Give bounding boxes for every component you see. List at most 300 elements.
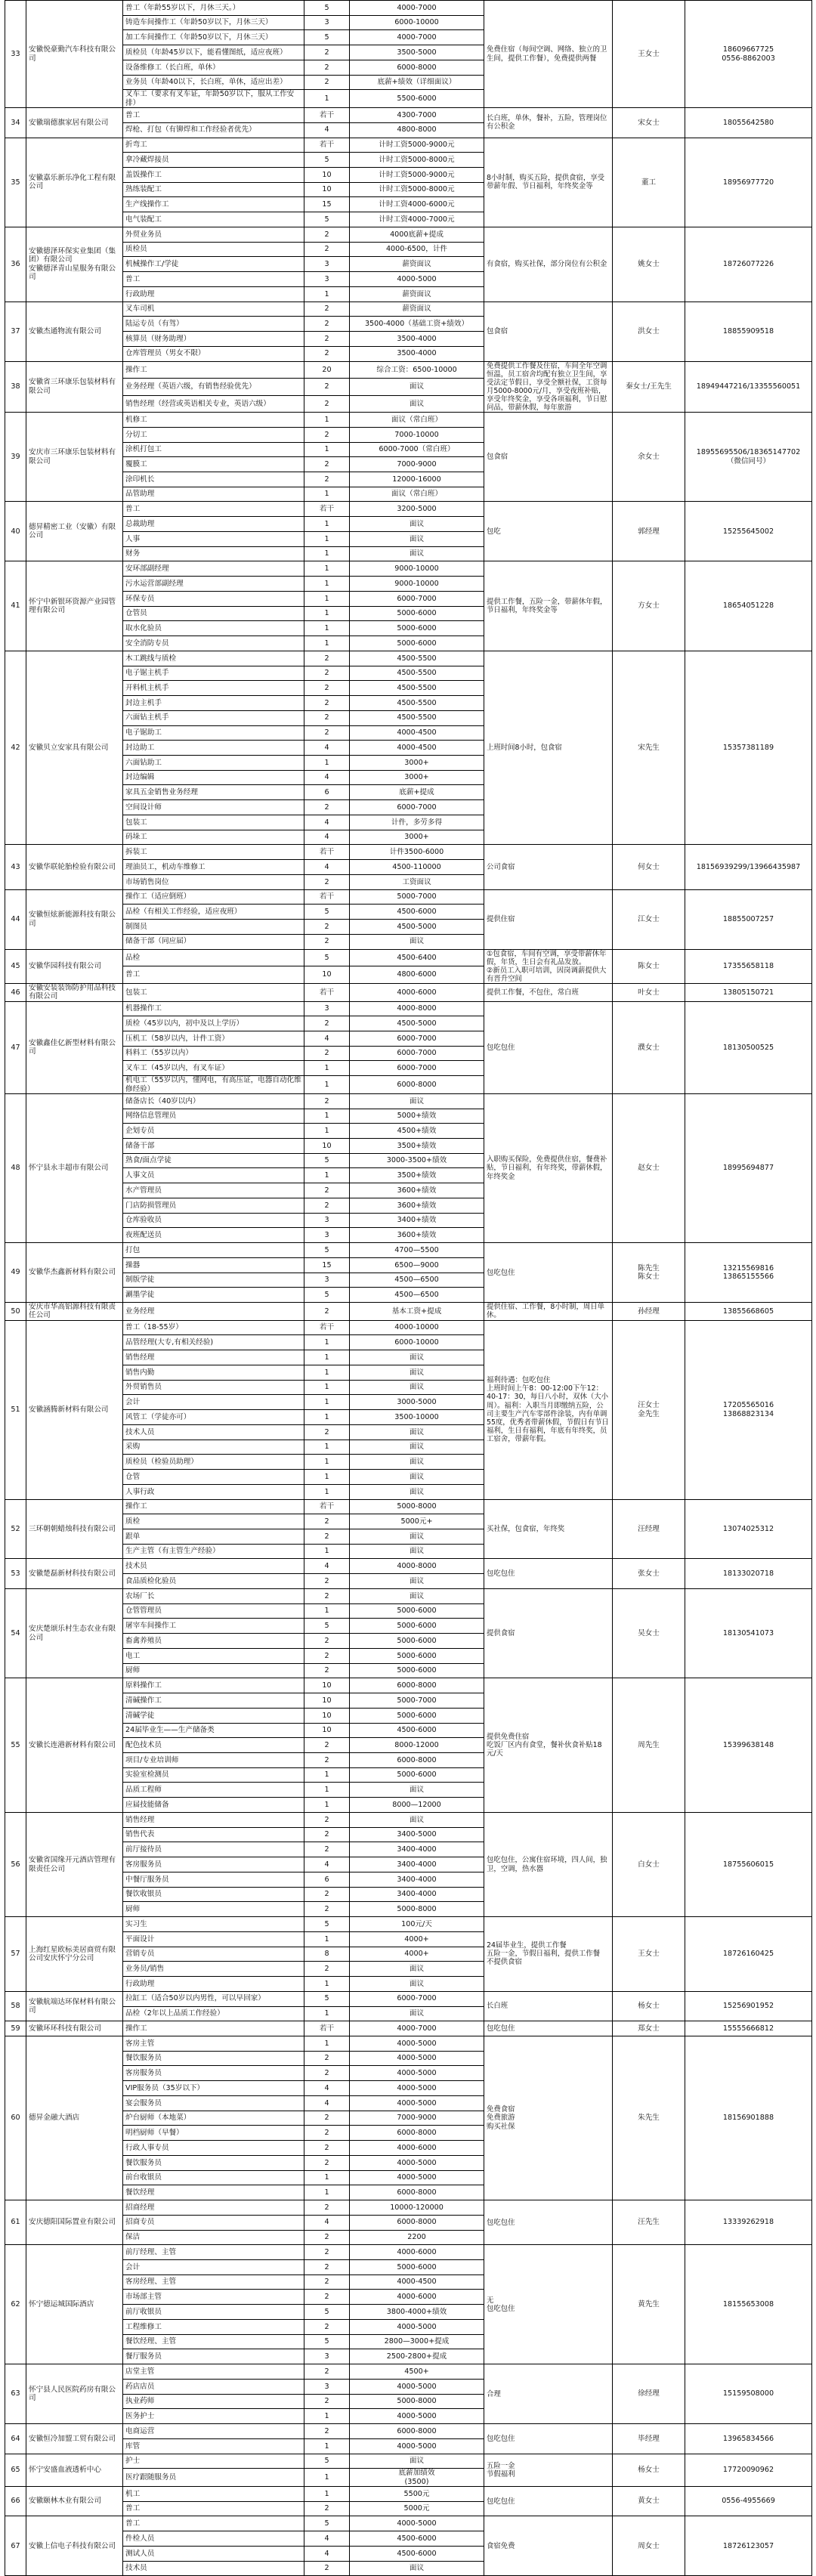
job-position: 人事文员 — [123, 1168, 304, 1183]
job-position: 原料操作工 — [123, 1678, 304, 1693]
company-name: 安徽恒冷加盟工贸有限公司 — [26, 2424, 123, 2454]
job-position: 工程维修工 — [123, 2319, 304, 2334]
job-position: 品质工程师 — [123, 1783, 304, 1798]
job-headcount: 2 — [304, 1812, 350, 1827]
table-row — [5, 1499, 812, 1514]
job-position: 客房经理、主管 — [123, 2274, 304, 2290]
job-position: 开料机主机手 — [123, 681, 304, 696]
job-headcount: 5 — [304, 2516, 350, 2531]
job-headcount: 2 — [304, 242, 350, 257]
company-number: 51 — [5, 1320, 26, 1499]
job-headcount: 若干 — [304, 983, 350, 1001]
job-salary: 计时工资5000-9000元 — [350, 167, 484, 182]
job-position: 机电工（55岁以内，懂网电，有高压证，电器自动化维修经验） — [123, 1076, 304, 1094]
job-position: 业务员（年龄40以下，长白班，单休，适应出差） — [123, 75, 304, 90]
job-salary: 4700—5500 — [350, 1243, 484, 1258]
job-position: 件检人员 — [123, 2531, 304, 2547]
job-salary: 3600+绩效 — [350, 1198, 484, 1213]
job-salary: 4000-4500 — [350, 2274, 484, 2290]
job-headcount: 2 — [304, 800, 350, 815]
job-headcount: 20 — [304, 361, 350, 379]
job-headcount: 2 — [304, 302, 350, 317]
company-number: 43 — [5, 845, 26, 889]
job-headcount: 1 — [304, 591, 350, 606]
table-row — [5, 2454, 812, 2469]
job-position: 安环部副经理 — [123, 561, 304, 577]
job-position: 家具五金销售业务经理 — [123, 785, 304, 800]
job-salary: 4000-5000 — [350, 2438, 484, 2454]
job-position: 安全消防专员 — [123, 636, 304, 651]
job-salary: 4500-5500 — [350, 696, 484, 711]
job-headcount: 1 — [304, 2438, 350, 2454]
job-headcount: 2 — [304, 427, 350, 442]
company-contact: 张女士 — [613, 1559, 685, 1588]
job-salary: 2200 — [350, 2230, 484, 2245]
job-headcount: 8 — [304, 1947, 350, 1962]
job-salary: 4000-7000 — [350, 2021, 484, 2036]
company-name: 安庆市华高铝源科技有限责任公司 — [26, 1303, 123, 1321]
job-salary: 5000-6000 — [350, 1767, 484, 1783]
job-headcount: 5 — [304, 1153, 350, 1168]
job-position: 行政人事专员 — [123, 2141, 304, 2156]
company-phone: 18133020718 — [685, 1559, 812, 1588]
job-salary: 底薪加绩效 (3500) — [350, 2469, 484, 2487]
job-salary: 6000-10000 — [350, 15, 484, 30]
job-salary: 7000-9000 — [350, 457, 484, 472]
job-headcount: 2 — [304, 332, 350, 347]
job-headcount: 1 — [304, 2469, 350, 2487]
job-salary: 面议 — [350, 1455, 484, 1470]
job-headcount: 1 — [304, 517, 350, 532]
job-salary: 计件3500-6000 — [350, 845, 484, 860]
job-position: 封边主机手 — [123, 696, 304, 711]
company-name: 怀宁中新银环资源产业园管理有限公司 — [26, 561, 123, 651]
table-row — [5, 949, 812, 966]
job-headcount: 1 — [304, 1455, 350, 1470]
job-headcount: 5 — [304, 2334, 350, 2349]
job-position: 分切工 — [123, 427, 304, 442]
job-salary: 3500+绩效 — [350, 1168, 484, 1183]
company-phone: 18055642580 — [685, 108, 812, 138]
company-contact: 白女士 — [613, 1812, 685, 1916]
job-salary: 4000-6000 — [350, 983, 484, 1001]
job-headcount: 1 — [304, 1350, 350, 1365]
company-contact: 黄女士 — [613, 2486, 685, 2516]
job-position: 市场销售岗位 — [123, 874, 304, 889]
job-position: 压机工（58岁以内，计件工资） — [123, 1031, 304, 1046]
job-headcount: 1 — [304, 1767, 350, 1783]
job-headcount: 2 — [304, 2274, 350, 2290]
company-welfare: 包吃包住 — [484, 2200, 613, 2245]
job-position: 网络信息管理员 — [123, 1109, 304, 1124]
company-phone: 13074025312 — [685, 1499, 812, 1559]
company-welfare: 包吃包住 — [484, 1243, 613, 1303]
job-salary: 面议 — [350, 1783, 484, 1798]
company-name: 安徽杰通物流有限公司 — [26, 302, 123, 361]
company-phone: 15159508000 — [685, 2364, 812, 2424]
job-salary: 面议 — [350, 1350, 484, 1365]
job-headcount: 2 — [304, 725, 350, 741]
job-position: 业务经理 — [123, 1303, 304, 1321]
job-position: 涮墨学徒 — [123, 1288, 304, 1303]
company-number: 46 — [5, 983, 26, 1001]
job-salary: 6000-10000 — [350, 1335, 484, 1350]
job-salary: 4500—6500 — [350, 1288, 484, 1303]
job-headcount: 1 — [304, 546, 350, 561]
table-row — [5, 845, 812, 860]
job-salary: 5000-8000 — [350, 1902, 484, 1917]
company-number: 50 — [5, 1303, 26, 1321]
job-headcount: 若干 — [304, 1499, 350, 1514]
company-welfare: 提供工作餐，不包住，常白班 — [484, 983, 613, 1001]
job-position: 品管助理 — [123, 487, 304, 502]
company-phone: 18155653008 — [685, 2245, 812, 2364]
company-welfare: 包吃包住 — [484, 2424, 613, 2454]
job-headcount: 4 — [304, 830, 350, 845]
table-row — [5, 302, 812, 317]
job-position: 取水化验员 — [123, 621, 304, 636]
company-name: 安徽安装装饰防护用品科技有限公司 — [26, 983, 123, 1001]
company-contact: 洪女士 — [613, 302, 685, 361]
company-welfare: 包吃包住 — [484, 2486, 613, 2516]
company-name: 怀宁县永丰超市有限公司 — [26, 1093, 123, 1242]
job-position: 核算员（财务助理） — [123, 332, 304, 347]
job-position: 叉车工（45岁以内，有叉车证） — [123, 1061, 304, 1076]
job-headcount: 1 — [304, 2036, 350, 2051]
job-position: 会计 — [123, 2259, 304, 2274]
job-salary: 4500-5500 — [350, 666, 484, 681]
job-position: 清碱操作工 — [123, 1693, 304, 1709]
job-position: 客房服务员 — [123, 2066, 304, 2081]
company-phone: 18609667725 0556-8862003 — [685, 1, 812, 108]
table-row — [5, 2021, 812, 2036]
job-position: 外贸业务员 — [123, 227, 304, 242]
job-headcount: 1 — [304, 1168, 350, 1183]
company-name: 安徽华杰鑫新材料有限公司 — [26, 1243, 123, 1303]
job-position: 技术人员 — [123, 1424, 304, 1440]
company-contact: 汪先生 — [613, 2200, 685, 2245]
job-position: 生产主管（有主管生产经验） — [123, 1544, 304, 1559]
job-position: 仓管员 — [123, 606, 304, 621]
job-salary: 6000-8000 — [350, 2215, 484, 2230]
job-position: 厨师 — [123, 1663, 304, 1678]
job-headcount: 2 — [304, 75, 350, 90]
company-number: 49 — [5, 1243, 26, 1303]
job-headcount: 2 — [304, 346, 350, 361]
job-position: 宴会服务员 — [123, 2095, 304, 2111]
job-position: 水产管理员 — [123, 1183, 304, 1198]
company-number: 61 — [5, 2200, 26, 2245]
job-salary: 4500-6000 — [350, 2546, 484, 2561]
job-headcount: 10 — [304, 182, 350, 197]
job-headcount: 2 — [304, 2245, 350, 2260]
company-contact: 朱先生 — [613, 2036, 685, 2200]
job-headcount: 3 — [304, 1213, 350, 1228]
job-position: 清碱学徒 — [123, 1708, 304, 1723]
job-salary: 底薪+绩效（详细面议） — [350, 75, 484, 90]
job-salary: 6000-8000 — [350, 2185, 484, 2200]
job-headcount: 1 — [304, 1335, 350, 1350]
job-position: 保洁 — [123, 2230, 304, 2245]
company-welfare: 提供住宿 — [484, 889, 613, 949]
job-salary: 4000-5000 — [350, 2319, 484, 2334]
company-phone: 18755606015 — [685, 1812, 812, 1916]
job-position: 电气装配工 — [123, 212, 304, 227]
job-salary: 4800-8000 — [350, 122, 484, 138]
job-headcount: 2 — [304, 2111, 350, 2126]
job-salary: 7000-9000 — [350, 2111, 484, 2126]
job-position: 市场部主管 — [123, 2290, 304, 2305]
job-salary: 5000-6000 — [350, 1708, 484, 1723]
job-position: 六面钻助工 — [123, 755, 304, 770]
job-position: 企划专员 — [123, 1124, 304, 1139]
job-headcount: 1 — [304, 1124, 350, 1139]
job-position: 项目/专业培训师 — [123, 1753, 304, 1768]
job-position: 涂印机长 — [123, 472, 304, 487]
job-salary: 面议 — [350, 1574, 484, 1589]
company-welfare: 入职购买保险，免费提供住宿，餐费补贴，节日福利，有年终奖，带薪休假，年终奖金 — [484, 1093, 613, 1242]
company-welfare: 免费食宿 免费旅游 购买社保 — [484, 2036, 613, 2200]
company-phone: 18855909518 — [685, 302, 812, 361]
job-headcount: 2 — [304, 1648, 350, 1663]
job-salary: 面议 — [350, 1470, 484, 1485]
company-number: 48 — [5, 1093, 26, 1242]
job-salary: 面议 — [350, 1093, 484, 1109]
job-position: 执业药师 — [123, 2394, 304, 2409]
company-number: 62 — [5, 2245, 26, 2364]
job-headcount: 5 — [304, 2305, 350, 2320]
job-position: 食品质检化验员 — [123, 1574, 304, 1589]
job-salary: 3800-4000+绩效 — [350, 2305, 484, 2320]
job-position: 前厅收银员 — [123, 2305, 304, 2320]
job-headcount: 2 — [304, 710, 350, 725]
job-headcount: 15 — [304, 197, 350, 212]
job-position: 普工 — [123, 272, 304, 287]
job-position: 业务经理（英语六级，有销售经验优先） — [123, 379, 304, 396]
job-salary: 9000-10000 — [350, 561, 484, 577]
job-salary: 4500+绩效 — [350, 1124, 484, 1139]
job-salary: 7000-10000 — [350, 427, 484, 442]
job-headcount: 3 — [304, 272, 350, 287]
job-headcount: 1 — [304, 1365, 350, 1380]
company-phone: 15555666812 — [685, 2021, 812, 2036]
company-welfare: 买社保，包食宿，年终奖 — [484, 1499, 613, 1559]
job-salary: 5000-8000 — [350, 1499, 484, 1514]
company-number: 60 — [5, 2036, 26, 2200]
job-position: 空间设计师 — [123, 800, 304, 815]
company-welfare: 包吃包住 — [484, 1559, 613, 1588]
job-headcount: 1 — [304, 1061, 350, 1076]
job-position: 制版学徒 — [123, 1273, 304, 1288]
job-headcount: 2 — [304, 651, 350, 666]
job-salary: 面议 — [350, 2454, 484, 2469]
company-welfare: 合理 — [484, 2364, 613, 2424]
company-contact: 江女士 — [613, 889, 685, 949]
job-headcount: 3 — [304, 1001, 350, 1016]
job-position: 生产线操作工 — [123, 197, 304, 212]
recruitment-table — [5, 0, 812, 2576]
company-welfare: 包吃 — [484, 502, 613, 561]
job-salary: 4500-5500 — [350, 681, 484, 696]
job-position: 盖饭操作工 — [123, 167, 304, 182]
table-row — [5, 502, 812, 517]
job-headcount: 1 — [304, 561, 350, 577]
job-salary: 面议 — [350, 1588, 484, 1603]
company-contact: 濮女士 — [613, 1001, 685, 1093]
job-headcount: 10 — [304, 1139, 350, 1154]
job-salary: 3400-5000 — [350, 1827, 484, 1842]
job-position: 药店店员 — [123, 2379, 304, 2394]
job-headcount: 2 — [304, 1842, 350, 1857]
job-position: 前台收银员 — [123, 2170, 304, 2185]
job-position: 行政助理 — [123, 1977, 304, 1992]
company-name: 安徽德泽环保实业集团（集团）有限公司 安徽德泽青山星服务有限公司 — [26, 227, 123, 302]
company-phone: 13215569816 13865155566 — [685, 1243, 812, 1303]
company-contact: 汪女士 金先生 — [613, 1320, 685, 1499]
table-row — [5, 1001, 812, 1016]
company-phone: 18855007257 — [685, 889, 812, 949]
job-position: 技术员 — [123, 2561, 304, 2576]
job-headcount: 1 — [304, 2006, 350, 2021]
company-name: 安徽恒炫新能源科技有限公司 — [26, 889, 123, 949]
job-position: 普工 — [123, 2501, 304, 2516]
job-salary: 5000-6000 — [350, 1619, 484, 1634]
job-headcount: 10 — [304, 1723, 350, 1738]
job-headcount: 2 — [304, 1887, 350, 1902]
job-position: 电商运营 — [123, 2424, 304, 2439]
job-salary: 3000+ — [350, 770, 484, 785]
job-position: 拆装工 — [123, 845, 304, 860]
job-headcount: 1 — [304, 487, 350, 502]
job-salary: 计时工资5000-9000元 — [350, 138, 484, 153]
job-salary: 3000+ — [350, 830, 484, 845]
job-salary: 面议（常白班） — [350, 487, 484, 502]
job-headcount: 5 — [304, 1917, 350, 1932]
job-position: 料料工（55岁以内） — [123, 1046, 304, 1061]
company-welfare: 长白班，单休，餐补，五险，管理岗位有公积金 — [484, 108, 613, 138]
job-headcount: 15 — [304, 1257, 350, 1273]
job-headcount: 1 — [304, 2486, 350, 2501]
job-position: 制图员 — [123, 920, 304, 935]
job-salary: 计时工资5000-8000元 — [350, 182, 484, 197]
job-salary: 4800-6000 — [350, 966, 484, 984]
job-headcount: 1 — [304, 1109, 350, 1124]
company-name: 安庆楚颂乐村生态农业有限公司 — [26, 1588, 123, 1678]
job-position: 普工（18-55岁） — [123, 1320, 304, 1335]
company-welfare: 免费住宿（每间空调、网络、独立的卫生间，提供工作餐），免费提供两餐 — [484, 1, 613, 108]
table-row — [5, 1093, 812, 1109]
company-number: 39 — [5, 413, 26, 502]
job-salary: 4500-6000 — [350, 1723, 484, 1738]
job-position: 质检员（检验员助理） — [123, 1455, 304, 1470]
job-headcount: 10 — [304, 1693, 350, 1709]
job-position: 应届技能储备 — [123, 1798, 304, 1813]
job-salary: 面议 — [350, 395, 484, 413]
company-number: 56 — [5, 1812, 26, 1916]
company-welfare: 24届毕业生，提供工作餐 五险一金，节假日福利，提供工作餐 不提供食宿 — [484, 1917, 613, 1992]
job-headcount: 2 — [304, 696, 350, 711]
job-headcount: 2 — [304, 395, 350, 413]
job-headcount: 2 — [304, 1183, 350, 1198]
job-headcount: 4 — [304, 122, 350, 138]
job-salary: 5000-6000 — [350, 606, 484, 621]
company-phone: 15256901952 — [685, 1991, 812, 2021]
job-headcount: 10 — [304, 167, 350, 182]
job-salary: 3500-4000 — [350, 346, 484, 361]
company-welfare: 食宿免费 — [484, 2516, 613, 2576]
company-number: 35 — [5, 138, 26, 227]
job-salary: 3400-4000 — [350, 1857, 484, 1872]
job-salary: 面议 — [350, 1977, 484, 1992]
company-contact: 叶女士 — [613, 983, 685, 1001]
company-name: 安庆市三环康乐包装材料有限公司 — [26, 413, 123, 502]
company-welfare: 上班时间8小时，包食宿 — [484, 651, 613, 845]
job-headcount: 4 — [304, 860, 350, 875]
company-name: 安徽上信电子科技有限公司 — [26, 2516, 123, 2576]
job-salary: 3500-5000 — [350, 45, 484, 60]
company-phone: 18955695506/18365147702 （微信同号） — [685, 413, 812, 502]
table-row — [5, 1812, 812, 1827]
company-welfare: 公司食宿 — [484, 845, 613, 889]
job-position: 仓管 — [123, 1470, 304, 1485]
job-position: VIP服务员（35岁以下） — [123, 2081, 304, 2096]
job-salary: 10000-120000 — [350, 2200, 484, 2216]
job-salary: 12000-16000 — [350, 472, 484, 487]
table-row — [5, 361, 812, 379]
job-position: 仓库管理员（男女不限） — [123, 346, 304, 361]
company-welfare: 包食宿 — [484, 413, 613, 502]
company-number: 53 — [5, 1559, 26, 1588]
job-position: 厨师 — [123, 1902, 304, 1917]
job-headcount: 2 — [304, 2319, 350, 2334]
job-salary: 综合工资：6500-10000 — [350, 361, 484, 379]
company-number: 64 — [5, 2424, 26, 2454]
job-position: 木工跳线与质检 — [123, 651, 304, 666]
company-number: 38 — [5, 361, 26, 413]
company-welfare: 8小时制，购买五险，提供食宿，享受带薪年假、节日福利，年终奖金等 — [484, 138, 613, 227]
job-position: 招商经理 — [123, 2200, 304, 2216]
job-position: 仓管管理员 — [123, 1603, 304, 1619]
job-headcount: 10 — [304, 1678, 350, 1693]
job-salary: 4000-7000 — [350, 1, 484, 16]
job-position: 封边助工 — [123, 741, 304, 756]
job-headcount: 2 — [304, 2394, 350, 2409]
job-position: 炉台厨师（本地菜） — [123, 2111, 304, 2126]
job-headcount: 10 — [304, 966, 350, 984]
job-headcount: 5 — [304, 30, 350, 45]
job-salary: 6500—9000 — [350, 1257, 484, 1273]
job-headcount: 2 — [304, 1753, 350, 1768]
table-row — [5, 983, 812, 1001]
company-contact: 宋女士 — [613, 108, 685, 138]
job-position: 折弯工 — [123, 138, 304, 153]
company-contact: 董工 — [613, 138, 685, 227]
company-number: 52 — [5, 1499, 26, 1559]
company-name: 安徽嘉乐新乐净化工程有限公司 — [26, 138, 123, 227]
job-position: 铸造车间操作工（年龄50岁以下，月休三天） — [123, 15, 304, 30]
company-name: 安徽华联轮胎检验有限公司 — [26, 845, 123, 889]
job-headcount: 2 — [304, 2066, 350, 2081]
company-welfare: 提供食宿 — [484, 1588, 613, 1678]
job-salary: 6000-8000 — [350, 2424, 484, 2439]
job-salary: 5000-6000 — [350, 1634, 484, 1649]
job-headcount: 4 — [304, 2531, 350, 2547]
company-number: 66 — [5, 2486, 26, 2516]
company-name: 安徽悦豪勤汽车科技有限公司 — [26, 1, 123, 108]
job-salary: 面议 — [350, 1365, 484, 1380]
company-name: 安徽航端达环保材料有限公司 — [26, 1991, 123, 2021]
job-headcount: 2 — [304, 1738, 350, 1753]
